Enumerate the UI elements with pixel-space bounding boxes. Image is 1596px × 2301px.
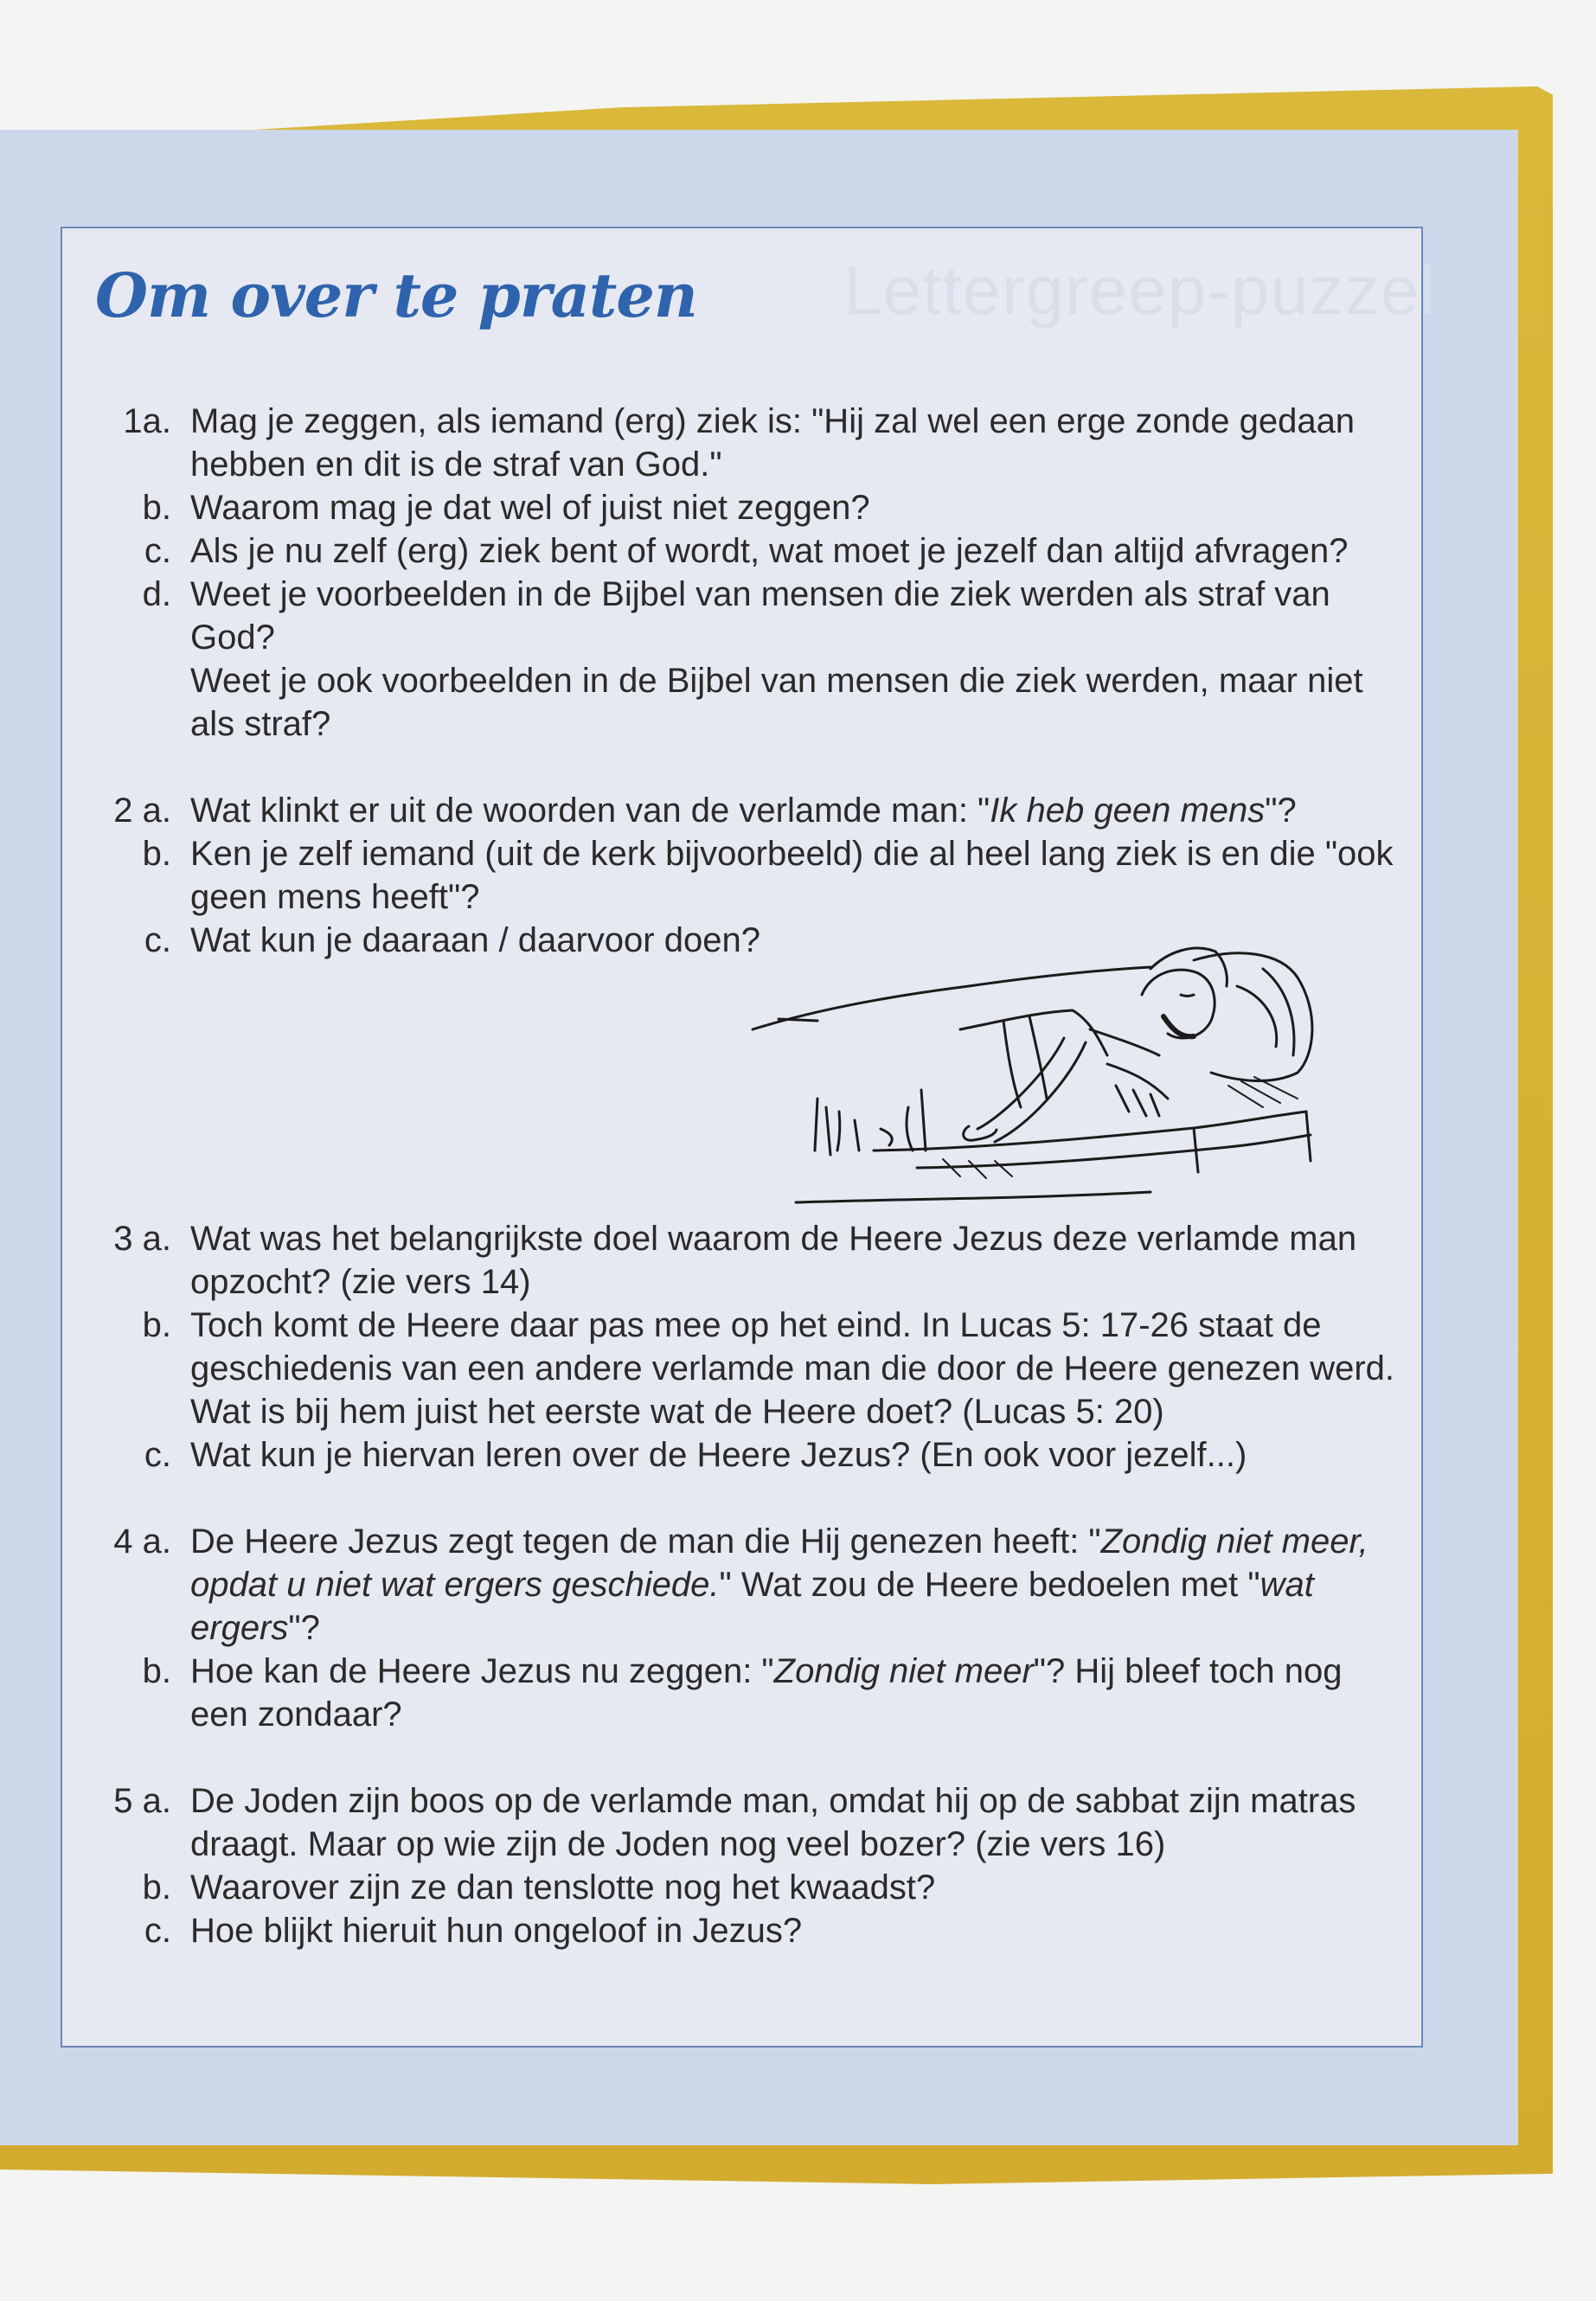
- question-item: [82, 1520, 1397, 1650]
- question-label: b.: [142, 1868, 171, 1907]
- question-text: Mag je zeggen, als iemand (erg) ziek is: "Hij zal wel een erge zonde gedaan hebben en dit is de straf van God.": [190, 402, 1356, 484]
- text-segment: "?: [288, 1609, 320, 1647]
- question-item: [82, 486, 1397, 529]
- page-title: Om over te praten: [95, 260, 697, 331]
- question-text: Wat kun je daaraan / daarvoor doen?: [190, 921, 760, 959]
- question-text: [190, 1520, 1397, 1650]
- question-group-1: [82, 400, 1397, 746]
- question-label: b.: [142, 835, 171, 873]
- question-text: Wat kun je hiervan leren over de Heere Jezus? (En ook voor jezelf...): [190, 1436, 1247, 1474]
- italic-quote: Ik heb geen mens: [990, 792, 1266, 830]
- question-text: Weet je ook voorbeelden in de Bijbel van mensen die ziek werden, maar niet als straf?: [190, 662, 1363, 743]
- question-item: [82, 1217, 1397, 1304]
- question-text: Ken je zelf iemand (uit de kerk bijvoorbeeld) die al heel lang ziek is en die "ook geen mens heeft"?: [190, 835, 1394, 916]
- question-group-5: [82, 1779, 1397, 1952]
- question-label: 3 a.: [113, 1220, 171, 1258]
- question-item: [82, 529, 1397, 573]
- question-item: [82, 1650, 1397, 1736]
- question-item: [82, 789, 1397, 832]
- question-text: Toch komt de Heere daar pas mee op het eind. In Lucas 5: 17-26 staat de geschiedenis van een andere verlamde man die door de Heere genezen werd. Wat is bij hem juist het eerste wat de Heere doet? (Lucas 5: 20): [190, 1306, 1395, 1431]
- question-item: [82, 1866, 1397, 1909]
- question-label: c.: [144, 921, 171, 959]
- question-label: b.: [142, 489, 171, 527]
- question-group-3: [82, 1217, 1397, 1477]
- question-text: Weet je voorbeelden in de Bijbel van mensen die ziek werden als straf van God?: [190, 575, 1330, 657]
- question-label: c.: [144, 1912, 171, 1950]
- question-label: [82, 659, 190, 746]
- question-label: 5 a.: [113, 1782, 171, 1820]
- bleed-through-text: Lettergreep-puzzel: [843, 252, 1437, 329]
- question-label: 1a.: [123, 402, 171, 440]
- question-label: 2 a.: [113, 792, 171, 830]
- question-text: Waarover zijn ze dan tenslotte nog het kwaadst?: [190, 1868, 936, 1907]
- question-item: [82, 1909, 1397, 1952]
- question-item: [82, 832, 1397, 919]
- question-text: Waarom mag je dat wel of juist niet zeggen?: [190, 489, 870, 527]
- question-item: [82, 400, 1397, 486]
- question-label: 4 a.: [113, 1522, 171, 1561]
- text-segment: De Heere Jezus zegt tegen de man die Hij genezen heeft: ": [190, 1522, 1101, 1561]
- text-segment: "?: [1265, 792, 1297, 830]
- question-text: [190, 1650, 1397, 1736]
- question-label: c.: [144, 532, 171, 570]
- question-item: [82, 1433, 1397, 1477]
- italic-quote: Zondig niet meer, opdat u niet wat ergers geschiede.: [190, 1522, 1368, 1604]
- question-label: c.: [144, 1436, 171, 1474]
- question-label: b.: [142, 1652, 171, 1690]
- question-text: De Joden zijn boos op de verlamde man, omdat hij op de sabbat zijn matras draagt. Maar op wie zijn de Joden nog veel bozer? (zie vers 16): [190, 1782, 1356, 1863]
- question-label: d.: [142, 575, 171, 613]
- italic-quote: Zondig niet meer: [773, 1652, 1034, 1690]
- question-item: [82, 1304, 1397, 1433]
- text-segment: " Wat zou de Heere bedoelen met ": [719, 1566, 1260, 1604]
- text-segment: Wat klinkt er uit de woorden van de verlamde man: ": [190, 792, 990, 830]
- question-item: [82, 659, 1397, 746]
- italic-quote: wat ergers: [190, 1566, 1314, 1647]
- question-text: Wat was het belangrijkste doel waarom de Heere Jezus deze verlamde man opzocht? (zie vers 14): [190, 1220, 1357, 1301]
- text-segment: "? Hij bleef toch nog een zondaar?: [190, 1652, 1343, 1734]
- text-segment: Hoe kan de Heere Jezus nu zeggen: ": [190, 1652, 774, 1690]
- question-text: Hoe blijkt hieruit hun ongeloof in Jezus?: [190, 1912, 803, 1950]
- question-group-4: [82, 1520, 1397, 1736]
- paralyzed-man-illustration: [744, 934, 1341, 1211]
- question-text: Als je nu zelf (erg) ziek bent of wordt, wat moet je jezelf dan altijd afvragen?: [190, 532, 1349, 570]
- question-label: b.: [142, 1306, 171, 1344]
- question-item: [82, 1779, 1397, 1866]
- question-item: [82, 573, 1397, 659]
- question-text: [190, 789, 1397, 832]
